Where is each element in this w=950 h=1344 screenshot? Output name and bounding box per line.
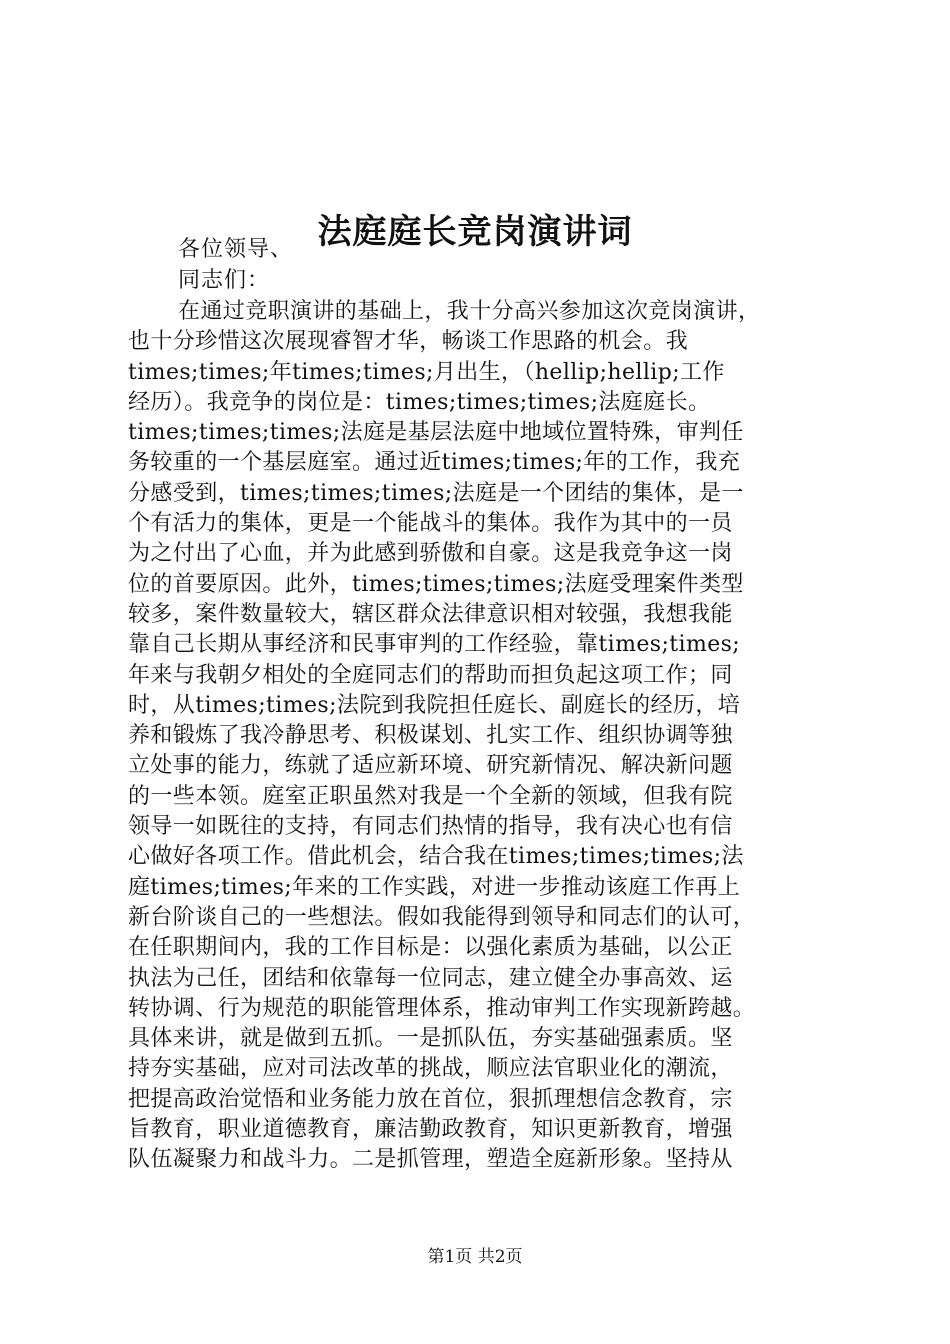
body-line: 为之付出了心血，并为此感到骄傲和自豪。这是我竞争这一岗 <box>128 541 733 567</box>
body-line: 在任职期间内，我的工作目标是：以强化素质为基础，以公正 <box>128 935 733 961</box>
salutation-leaders: 各位领导、 <box>178 237 294 262</box>
body-line: 靠自己长期从事经济和民事审判的工作经验，靠times;times; <box>128 632 741 658</box>
body-line: times;times;times;法庭是基层法庭中地域位置特殊，审判任 <box>128 420 744 446</box>
body-line: 养和锻炼了我冷静思考、积极谋划、扎实工作、组织协调等独 <box>128 723 733 749</box>
body-line: 也十分珍惜这次展现睿智才华，畅谈工作思路的机会。我 <box>128 329 689 355</box>
body-line: 持夯实基础，应对司法改革的挑战，顺应法官职业化的潮流， <box>128 1056 733 1082</box>
body-line: 的一些本领。庭室正职虽然对我是一个全新的领域，但我有院 <box>128 783 733 809</box>
body-line: 个有活力的集体，更是一个能战斗的集体。我作为其中的一员 <box>128 511 733 537</box>
body-line: 队伍凝聚力和战斗力。二是抓管理，塑造全庭新形象。坚持从 <box>128 1147 733 1173</box>
body-line: 执法为己任，团结和依靠每一位同志，建立健全办事高效、运 <box>128 965 733 991</box>
salutation-comrades: 同志们： <box>178 268 271 293</box>
body-line: 新台阶谈自己的一些想法。假如我能得到领导和同志们的认可， <box>128 904 756 930</box>
body-line: 把提高政治觉悟和业务能力放在首位，狠抓理想信念教育，宗 <box>128 1086 733 1112</box>
body-line: 时，从times;times;法院到我院担任庭长、副庭长的经历，培 <box>128 692 741 718</box>
body-line: 位的首要原因。此外，times;times;times;法庭受理案件类型 <box>128 571 744 597</box>
body-line: 转协调、行为规范的职能管理体系，推动审判工作实现新跨越。 <box>128 995 756 1021</box>
body-line: 较多，案件数量较大，辖区群众法律意识相对较强，我想我能 <box>128 601 733 627</box>
body-line: 旨教育，职业道德教育，廉洁勤政教育，知识更新教育，增强 <box>128 1117 733 1143</box>
body-line: times;times;年times;times;月出生，（hellip;hellip;工作 <box>128 359 725 385</box>
body-line: 庭times;times;年来的工作实践，对进一步推动该庭工作再上 <box>128 874 741 900</box>
body-line: 在通过竞职演讲的基础上，我十分高兴参加这次竞岗演讲， <box>178 299 761 324</box>
speech-body <box>128 297 863 1176</box>
body-line: 心做好各项工作。借此机会，结合我在times;times;times;法 <box>128 844 744 870</box>
page-number-footer: 第1页 共2页 <box>427 1247 523 1267</box>
body-line: 年来与我朝夕相处的全庭同志们的帮助而担负起这项工作；同 <box>128 662 733 688</box>
body-line: 务较重的一个基层庭室。通过近times;times;年的工作，我充 <box>128 450 741 476</box>
body-line: 分感受到，times;times;times;法庭是一个团结的集体，是一 <box>128 480 744 506</box>
body-line: 立处事的能力，练就了适应新环境、研究新情况、解决新问题 <box>128 753 733 779</box>
body-line: 领导一如既往的支持，有同志们热情的指导，我有决心也有信 <box>128 814 733 840</box>
body-line: 经历）。我竞争的岗位是：times;times;times;法庭庭长。 <box>128 389 711 415</box>
body-line: 具体来讲，就是做到五抓。一是抓队伍，夯实基础强素质。坚 <box>128 1026 733 1052</box>
page-title: 法庭庭长竞岗演讲词 <box>317 211 633 252</box>
